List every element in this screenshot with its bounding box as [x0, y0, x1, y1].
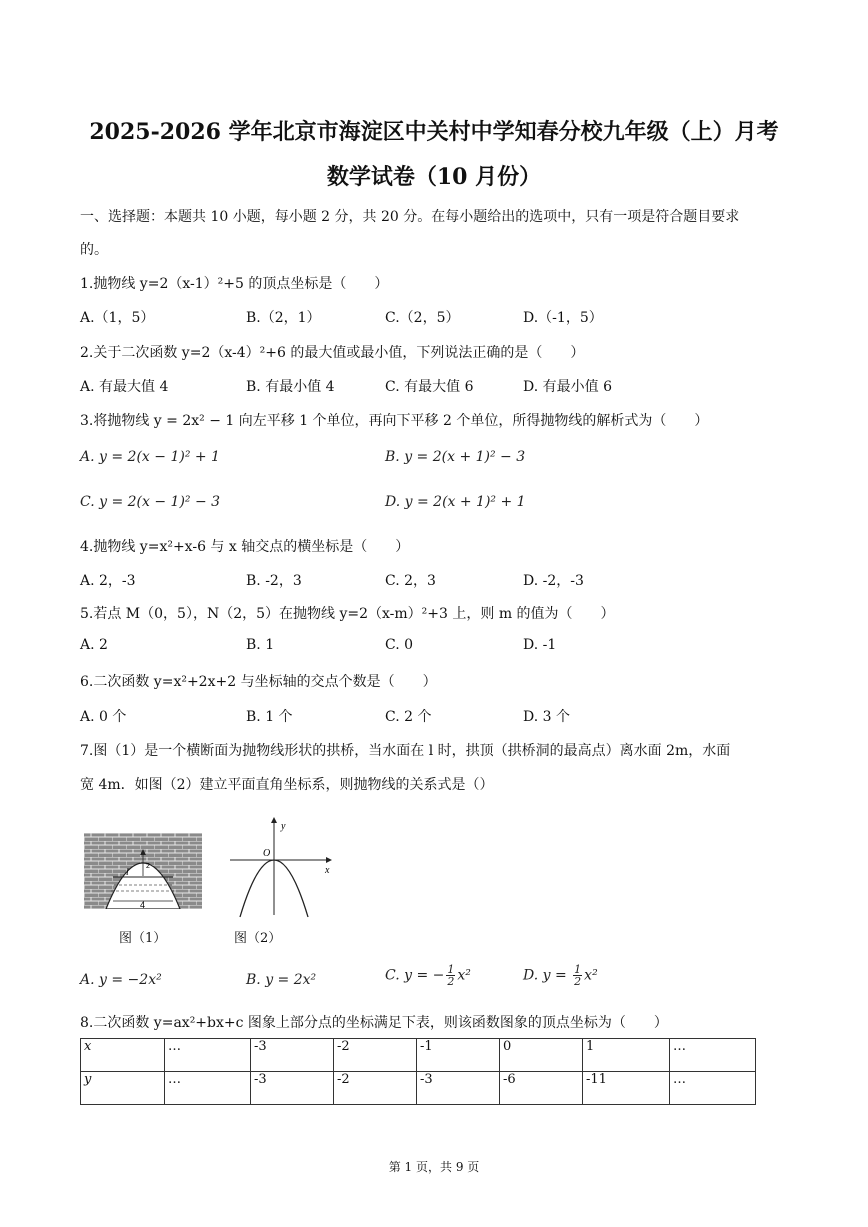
- table-cell: -3: [251, 1072, 334, 1105]
- y-axis-label: y: [281, 821, 286, 832]
- q7-option-d: [523, 964, 598, 987]
- q1-option-c: C.（2，5）: [385, 310, 460, 326]
- question-5-stem: 5.若点 M（0，5），N（2，5）在抛物线 y=2（x-m）²+3 上，则 m 的值为（ ）: [80, 606, 615, 622]
- q4-option-c: C. 2，3: [385, 573, 436, 589]
- table-cell: …: [670, 1039, 756, 1072]
- fraction-denominator: 2: [447, 975, 455, 988]
- q3-option-c: C. y = 2(x − 1)² − 3: [80, 494, 221, 510]
- question-7-stem: 7.图（1）是一个横断面为抛物线形状的拱桥，当水面在 l 时，拱顶（拱桥洞的最高点）离水面 2m，水面: [80, 743, 731, 759]
- table-cell: -3: [251, 1039, 334, 1072]
- x-axis-label: x: [325, 865, 330, 876]
- table-row: [81, 1039, 756, 1072]
- q6-option-b: B. 1 个: [246, 709, 293, 725]
- exam-title-line2: 数学试卷（10 月份）: [326, 164, 542, 190]
- section-instructions: 一、选择题：本题共 10 小题，每小题 2 分，共 20 分。在每小题给出的选项中，只有一项是符合题目要求: [80, 209, 740, 225]
- parabola-coordinate-figure: [226, 815, 336, 920]
- q7-option-c-prefix: C. y = −: [385, 967, 445, 984]
- question-2-stem: 2.关于二次函数 y=2（x-4）²+6 的最大值或最小值，下列说法正确的是（ ）: [80, 345, 585, 361]
- question-3-stem: 3.将抛物线 y = 2x² − 1 向左平移 1 个单位，再向下平移 2 个单位，所得抛物线的解析式为（ ）: [80, 413, 709, 429]
- q7-option-a: A. y = −2x²: [80, 972, 162, 988]
- fraction-denominator: 2: [574, 975, 582, 988]
- table-cell: …: [165, 1072, 251, 1105]
- table-cell: …: [165, 1039, 251, 1072]
- question-7-stem-cont: 宽 4m．如图（2）建立平面直角坐标系，则抛物线的关系式是（）: [80, 777, 494, 793]
- table-cell: -2: [334, 1039, 417, 1072]
- table-cell: 1: [583, 1039, 670, 1072]
- q3-option-a: A. y = 2(x − 1)² + 1: [80, 449, 220, 465]
- table-cell: -6: [500, 1072, 583, 1105]
- width-label: 4: [140, 900, 146, 909]
- q5-option-a: A. 2: [80, 637, 108, 653]
- figure-1-caption: 图（1）: [119, 931, 167, 946]
- table-cell: …: [670, 1072, 756, 1105]
- figure-2-caption: 图（2）: [234, 931, 282, 946]
- q5-option-d: D. -1: [523, 637, 557, 653]
- question-6-stem: 6.二次函数 y=x²+2x+2 与坐标轴的交点个数是（ ）: [80, 674, 437, 690]
- table-cell: -2: [334, 1072, 417, 1105]
- arch-bridge-figure: [84, 833, 202, 909]
- q6-option-c: C. 2 个: [385, 709, 432, 725]
- q2-option-a: A. 有最大值 4: [80, 379, 169, 395]
- fraction-one-half: [573, 964, 582, 987]
- table-row: [81, 1072, 756, 1105]
- q2-option-b: B. 有最小值 4: [246, 379, 335, 395]
- q3-option-d: D. y = 2(x + 1)² + 1: [385, 494, 526, 510]
- fraction-one-half: [446, 964, 455, 987]
- q6-option-a: A. 0 个: [80, 709, 127, 725]
- fraction-numerator: 1: [574, 963, 582, 976]
- table-cell: -11: [583, 1072, 670, 1105]
- water-level-label: l: [126, 867, 129, 878]
- exam-title-line1: 2025-2026 学年北京市海淀区中关村中学知春分校九年级（上）月考: [89, 119, 779, 145]
- q2-option-c: C. 有最大值 6: [385, 379, 474, 395]
- q1-option-b: B.（2，1）: [246, 310, 321, 326]
- table-cell: -1: [417, 1039, 500, 1072]
- section-instructions-cont: 的。: [80, 242, 108, 258]
- page-footer: 第 1 页，共 9 页: [388, 1160, 480, 1174]
- q3-option-b: B. y = 2(x + 1)² − 3: [385, 449, 526, 465]
- q2-option-d: D. 有最小值 6: [523, 379, 612, 395]
- q7-option-b: B. y = 2x²: [246, 972, 317, 988]
- table-cell: 0: [500, 1039, 583, 1072]
- q4-option-b: B. -2，3: [246, 573, 302, 589]
- q1-option-d: D.（-1，5）: [523, 310, 603, 326]
- table-cell: x: [81, 1039, 165, 1072]
- q6-option-d: D. 3 个: [523, 709, 570, 725]
- question-8-stem: 8.二次函数 y=ax²+bx+c 图象上部分点的坐标满足下表，则该函数图象的顶点坐标为（ ）: [80, 1015, 668, 1031]
- q5-option-b: B. 1: [246, 637, 275, 653]
- q4-option-d: D. -2，-3: [523, 573, 584, 589]
- table-cell: y: [81, 1072, 165, 1105]
- q7-option-d-prefix: D. y =: [523, 967, 572, 984]
- value-table: [80, 1038, 756, 1105]
- q7-option-c: [385, 964, 471, 987]
- fraction-numerator: 1: [447, 963, 455, 976]
- q5-option-c: C. 0: [385, 637, 414, 653]
- q1-option-a: A.（1，5）: [80, 310, 155, 326]
- question-1-stem: 1.抛物线 y=2（x-1）²+5 的顶点坐标是（ ）: [80, 276, 389, 292]
- q4-option-a: A. 2，-3: [80, 573, 136, 589]
- q7-option-d-tail: x²: [584, 967, 598, 984]
- origin-label: O: [263, 848, 271, 859]
- q7-option-c-tail: x²: [457, 967, 471, 984]
- table-cell: -3: [417, 1072, 500, 1105]
- height-label: 2: [146, 863, 150, 870]
- question-4-stem: 4.抛物线 y=x²+x-6 与 x 轴交点的横坐标是（ ）: [80, 539, 410, 555]
